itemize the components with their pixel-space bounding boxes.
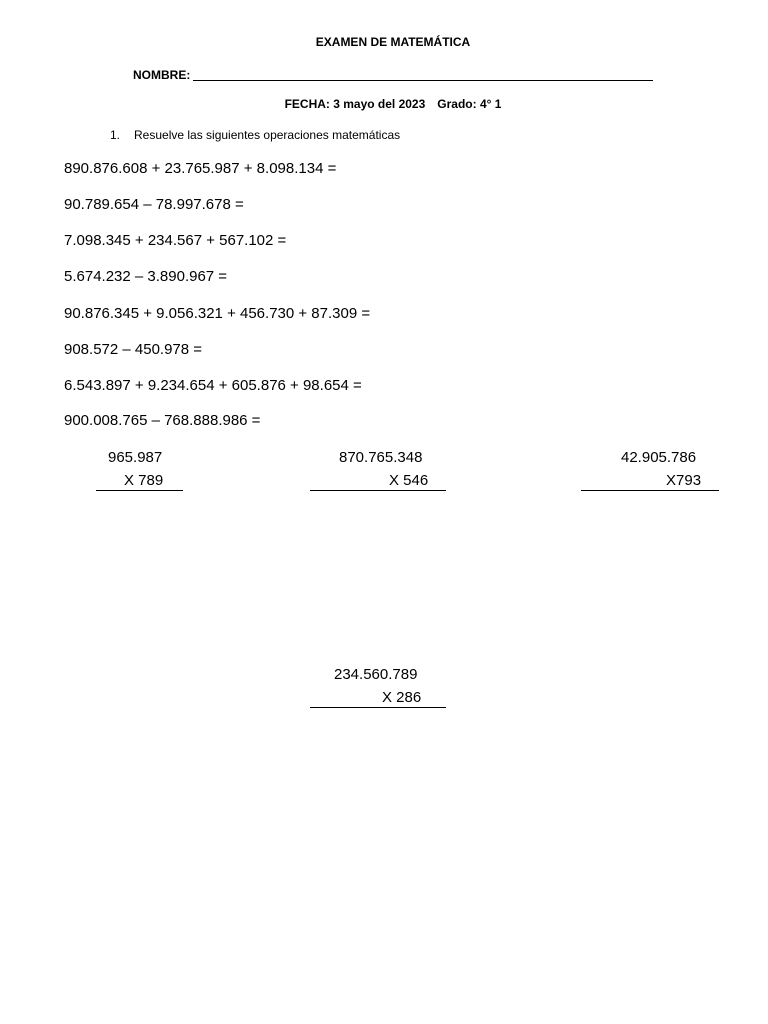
multiplicand-3: 42.905.786 xyxy=(621,449,697,466)
operation-1: 890.876.608 + 23.765.987 + 8.098.134 = xyxy=(64,160,337,177)
operation-2: 90.789.654 – 78.997.678 = xyxy=(64,196,244,213)
multiplication-2 xyxy=(310,449,448,493)
operation-3: 7.098.345 + 234.567 + 567.102 = xyxy=(64,232,287,249)
multiplier-2: X 546 xyxy=(389,472,429,489)
grade-label: Grado: 4° 1 xyxy=(437,97,502,111)
multiplicand-1: 965.987 xyxy=(108,449,163,466)
instruction-item xyxy=(110,128,400,142)
multiplicand-2: 870.765.348 xyxy=(339,449,423,466)
operation-6: 908.572 – 450.978 = xyxy=(64,341,203,358)
multiplication-1 xyxy=(96,449,184,493)
multiplication-4 xyxy=(310,666,448,710)
result-line-2 xyxy=(310,490,446,491)
name-blank-line[interactable] xyxy=(193,68,653,81)
result-line-1 xyxy=(96,490,183,491)
date-grade-row xyxy=(0,97,768,111)
name-label: NOMBRE: xyxy=(133,68,191,82)
multiplicand-4: 234.560.789 xyxy=(334,666,418,683)
operation-8: 900.008.765 – 768.888.986 = xyxy=(64,412,261,429)
result-line-4 xyxy=(310,707,446,708)
operation-5: 90.876.345 + 9.056.321 + 456.730 + 87.309 = xyxy=(64,305,371,322)
date-label: FECHA: 3 mayo del 2023 xyxy=(284,97,426,111)
name-field-row xyxy=(133,66,653,82)
multiplier-4: X 286 xyxy=(382,689,422,706)
instruction-number: 1. xyxy=(110,128,121,142)
multiplication-3 xyxy=(581,449,721,493)
multiplier-1: X 789 xyxy=(124,472,164,489)
instruction-text: Resuelve las siguientes operaciones matemáticas xyxy=(134,128,401,142)
result-line-3 xyxy=(581,490,719,491)
multiplier-3: X793 xyxy=(666,472,702,489)
operation-4: 5.674.232 – 3.890.967 = xyxy=(64,268,228,285)
operation-7: 6.543.897 + 9.234.654 + 605.876 + 98.654 = xyxy=(64,377,362,394)
exam-title: EXAMEN DE MATEMÁTICA xyxy=(315,35,471,49)
